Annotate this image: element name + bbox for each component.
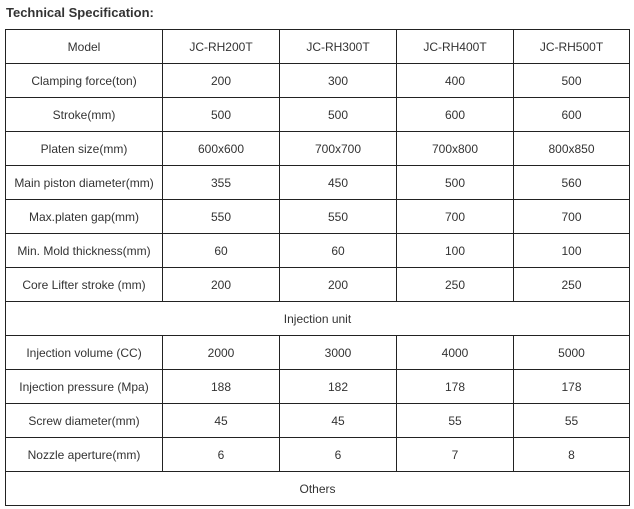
table-cell: 700 (397, 200, 514, 234)
table-cell: 55 (397, 404, 514, 438)
section-row-others (6, 472, 630, 506)
table-row (6, 234, 630, 268)
table-row (6, 166, 630, 200)
table-cell: 500 (514, 64, 630, 98)
table-cell: 250 (514, 268, 630, 302)
section-row-injection (6, 302, 630, 336)
table-row (6, 268, 630, 302)
header-cell: JC-RH500T (514, 30, 630, 64)
table-cell: 355 (163, 166, 280, 200)
table-cell: 100 (397, 234, 514, 268)
table-cell: 450 (280, 166, 397, 200)
table-cell: 45 (280, 404, 397, 438)
row-label: Min. Mold thickness(mm) (6, 234, 163, 268)
row-label: Clamping force(ton) (6, 64, 163, 98)
table-cell: 500 (397, 166, 514, 200)
table-cell: 2000 (163, 336, 280, 370)
table-cell: 6 (280, 438, 397, 472)
table-cell: 3000 (280, 336, 397, 370)
table-cell: 600 (397, 98, 514, 132)
table-cell: 200 (163, 268, 280, 302)
header-cell: JC-RH300T (280, 30, 397, 64)
table-cell: 188 (163, 370, 280, 404)
table-cell: 55 (514, 404, 630, 438)
section-label-injection-unit: Injection unit (6, 302, 630, 336)
row-label: Injection pressure (Mpa) (6, 370, 163, 404)
header-cell: Model (6, 30, 163, 64)
table-cell: 8 (514, 438, 630, 472)
table-cell: 550 (280, 200, 397, 234)
table-row (6, 336, 630, 370)
table-cell: 200 (163, 64, 280, 98)
row-label: Main piston diameter(mm) (6, 166, 163, 200)
table-cell: 5000 (514, 336, 630, 370)
spec-table (5, 29, 630, 506)
table-header-row (6, 30, 630, 64)
header-cell: JC-RH200T (163, 30, 280, 64)
table-cell: 6 (163, 438, 280, 472)
table-cell: 250 (397, 268, 514, 302)
table-row (6, 370, 630, 404)
table-cell: 400 (397, 64, 514, 98)
section-label-others: Others (6, 472, 630, 506)
row-label: Core Lifter stroke (mm) (6, 268, 163, 302)
table-cell: 300 (280, 64, 397, 98)
row-label: Nozzle aperture(mm) (6, 438, 163, 472)
table-cell: 60 (280, 234, 397, 268)
table-row (6, 200, 630, 234)
row-label: Platen size(mm) (6, 132, 163, 166)
table-cell: 200 (280, 268, 397, 302)
table-cell: 600 (514, 98, 630, 132)
table-cell: 500 (163, 98, 280, 132)
row-label: Max.platen gap(mm) (6, 200, 163, 234)
page-title: Technical Specification: (6, 5, 154, 20)
table-cell: 45 (163, 404, 280, 438)
table-cell: 182 (280, 370, 397, 404)
table-cell: 178 (397, 370, 514, 404)
table-cell: 600x600 (163, 132, 280, 166)
row-label: Screw diameter(mm) (6, 404, 163, 438)
table-cell: 700 (514, 200, 630, 234)
table-row (6, 98, 630, 132)
table-cell: 60 (163, 234, 280, 268)
table-cell: 560 (514, 166, 630, 200)
table-row (6, 404, 630, 438)
table-cell: 4000 (397, 336, 514, 370)
table-cell: 178 (514, 370, 630, 404)
table-cell: 500 (280, 98, 397, 132)
table-row (6, 438, 630, 472)
table-row (6, 132, 630, 166)
table-cell: 700x800 (397, 132, 514, 166)
table-cell: 7 (397, 438, 514, 472)
table-row (6, 64, 630, 98)
table-cell: 800x850 (514, 132, 630, 166)
table-cell: 550 (163, 200, 280, 234)
table-cell: 700x700 (280, 132, 397, 166)
row-label: Stroke(mm) (6, 98, 163, 132)
table-cell: 100 (514, 234, 630, 268)
row-label: Injection volume (CC) (6, 336, 163, 370)
header-cell: JC-RH400T (397, 30, 514, 64)
